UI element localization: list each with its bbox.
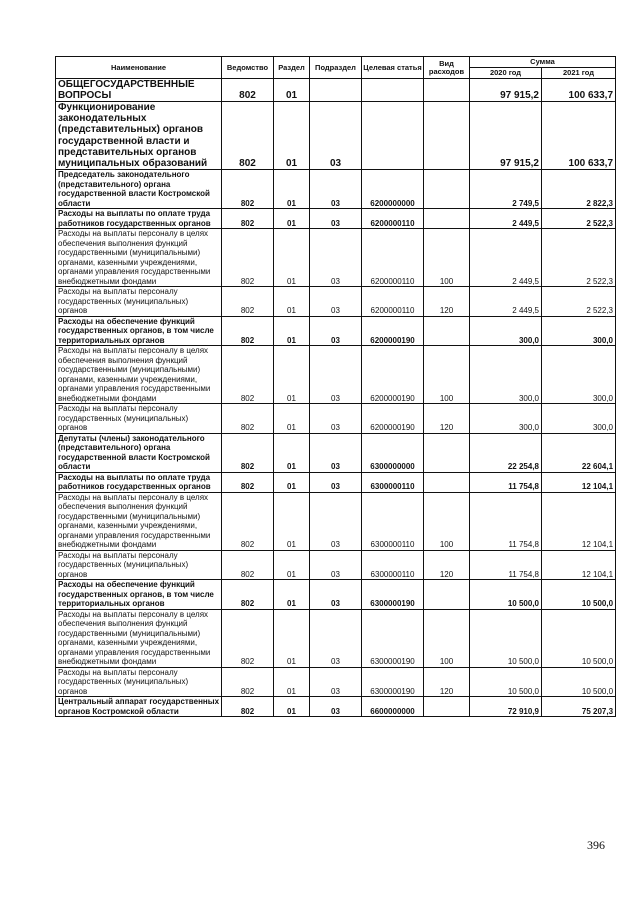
row-dept-cell: 802 [222, 404, 274, 434]
row-target-cell: 6300000110 [362, 550, 424, 580]
header-dept: Ведомство [222, 57, 274, 79]
row-section-cell: 01 [274, 609, 310, 667]
row-2020-cell: 2 749,5 [470, 170, 542, 209]
table-row [56, 550, 616, 580]
row-section-cell: 01 [274, 580, 310, 610]
row-name-cell: Расходы на выплаты персоналу государственных (муниципальных) органов [56, 667, 222, 697]
row-2021-cell: 2 522,3 [542, 229, 616, 287]
table-row [56, 209, 616, 229]
row-2020-cell: 2 449,5 [470, 229, 542, 287]
row-type-cell: 100 [424, 346, 470, 404]
row-dept-cell: 802 [222, 316, 274, 346]
row-section-cell: 01 [274, 316, 310, 346]
row-section-cell: 01 [274, 492, 310, 550]
row-section-cell: 01 [274, 667, 310, 697]
row-subsection-cell: 03 [310, 229, 362, 287]
row-name-cell: Председатель законодательного (представительного) органа государственной власти Костромской области [56, 170, 222, 209]
budget-table [55, 56, 616, 717]
row-section-cell: 01 [274, 697, 310, 717]
row-2020-cell: 300,0 [470, 316, 542, 346]
row-dept-cell: 802 [222, 229, 274, 287]
row-2020-cell: 10 500,0 [470, 609, 542, 667]
row-dept-cell: 802 [222, 209, 274, 229]
row-2020-cell: 2 449,5 [470, 287, 542, 317]
row-name-cell: Расходы на выплаты по оплате труда работников государственных органов [56, 472, 222, 492]
row-2020-cell: 10 500,0 [470, 580, 542, 610]
row-2021-cell: 22 604,1 [542, 433, 616, 472]
table-row [56, 287, 616, 317]
row-name-cell: Расходы на обеспечение функций государственных органов, в том числе территориальных органов [56, 316, 222, 346]
row-type-cell: 120 [424, 287, 470, 317]
row-dept-cell: 802 [222, 102, 274, 170]
row-2021-cell: 100 633,7 [542, 102, 616, 170]
row-dept-cell: 802 [222, 550, 274, 580]
table-body [56, 79, 616, 717]
row-dept-cell: 802 [222, 580, 274, 610]
row-2021-cell: 2 822,3 [542, 170, 616, 209]
page-number: 396 [587, 838, 605, 852]
row-section-cell: 01 [274, 102, 310, 170]
row-type-cell: 120 [424, 667, 470, 697]
row-2021-cell: 12 104,1 [542, 472, 616, 492]
row-type-cell: 100 [424, 229, 470, 287]
row-subsection-cell: 03 [310, 667, 362, 697]
row-2020-cell: 10 500,0 [470, 667, 542, 697]
row-name-cell: Расходы на выплаты персоналу государственных (муниципальных) органов [56, 287, 222, 317]
row-2021-cell: 100 633,7 [542, 79, 616, 102]
row-2020-cell: 300,0 [470, 346, 542, 404]
table-row [56, 316, 616, 346]
row-target-cell: 6200000000 [362, 170, 424, 209]
row-subsection-cell: 03 [310, 697, 362, 717]
row-target-cell: 6300000190 [362, 580, 424, 610]
row-type-cell [424, 79, 470, 102]
row-target-cell [362, 79, 424, 102]
row-type-cell: 120 [424, 550, 470, 580]
row-type-cell: 100 [424, 492, 470, 550]
row-2021-cell: 300,0 [542, 346, 616, 404]
row-target-cell: 6300000000 [362, 433, 424, 472]
row-subsection-cell: 03 [310, 316, 362, 346]
row-subsection-cell: 03 [310, 346, 362, 404]
row-2021-cell: 12 104,1 [542, 550, 616, 580]
row-name-cell: Расходы на выплаты персоналу в целях обеспечения выполнения функций государственными (муниципальными) органами, казенными учреждениями, органами управления государственными внебюджетными фондами [56, 229, 222, 287]
row-2020-cell: 97 915,2 [470, 79, 542, 102]
header-sum: Сумма [470, 57, 616, 68]
row-type-cell [424, 209, 470, 229]
row-target-cell: 6200000110 [362, 209, 424, 229]
row-2020-cell: 11 754,8 [470, 492, 542, 550]
table-row [56, 433, 616, 472]
row-subsection-cell: 03 [310, 404, 362, 434]
row-dept-cell: 802 [222, 79, 274, 102]
row-dept-cell: 802 [222, 492, 274, 550]
row-type-cell [424, 316, 470, 346]
row-target-cell: 6200000110 [362, 229, 424, 287]
row-name-cell: Расходы на обеспечение функций государственных органов, в том числе территориальных органов [56, 580, 222, 610]
row-2020-cell: 72 910,9 [470, 697, 542, 717]
row-2021-cell: 2 522,3 [542, 209, 616, 229]
row-subsection-cell: 03 [310, 550, 362, 580]
row-2020-cell: 97 915,2 [470, 102, 542, 170]
header-type: Вид расходов [424, 57, 470, 79]
row-name-cell: Функционирование законодательных (представительных) органов государственной власти и представительных органов муниципальных образований [56, 102, 222, 170]
row-name-cell: ОБЩЕГОСУДАРСТВЕННЫЕ ВОПРОСЫ [56, 79, 222, 102]
header-section: Раздел [274, 57, 310, 79]
row-section-cell: 01 [274, 472, 310, 492]
table-row [56, 492, 616, 550]
row-name-cell: Центральный аппарат государственных органов Костромской области [56, 697, 222, 717]
row-2021-cell: 12 104,1 [542, 492, 616, 550]
header-name: Наименование [56, 57, 222, 79]
row-type-cell: 100 [424, 609, 470, 667]
row-type-cell: 120 [424, 404, 470, 434]
table-row [56, 229, 616, 287]
row-target-cell: 6200000190 [362, 346, 424, 404]
header-target: Целевая статья [362, 57, 424, 79]
row-subsection-cell: 03 [310, 492, 362, 550]
table-header [56, 57, 616, 79]
row-dept-cell: 802 [222, 609, 274, 667]
row-type-cell [424, 697, 470, 717]
row-name-cell: Расходы на выплаты персоналу в целях обеспечения выполнения функций государственными (муниципальными) органами, казенными учреждениями, органами управления государственными внебюджетными фондами [56, 609, 222, 667]
row-2021-cell: 300,0 [542, 316, 616, 346]
table-row [56, 472, 616, 492]
row-name-cell: Расходы на выплаты персоналу в целях обеспечения выполнения функций государственными (муниципальными) органами, казенными учреждениями, органами управления государственными внебюджетными фондами [56, 492, 222, 550]
row-subsection-cell: 03 [310, 580, 362, 610]
row-2020-cell: 300,0 [470, 404, 542, 434]
table-row [56, 170, 616, 209]
row-target-cell: 6200000110 [362, 287, 424, 317]
row-2021-cell: 300,0 [542, 404, 616, 434]
row-dept-cell: 802 [222, 472, 274, 492]
row-subsection-cell: 03 [310, 209, 362, 229]
row-subsection-cell: 03 [310, 472, 362, 492]
row-target-cell [362, 102, 424, 170]
row-section-cell: 01 [274, 287, 310, 317]
row-dept-cell: 802 [222, 346, 274, 404]
table-row [56, 697, 616, 717]
row-2021-cell: 10 500,0 [542, 580, 616, 610]
row-section-cell: 01 [274, 404, 310, 434]
row-2021-cell: 10 500,0 [542, 609, 616, 667]
row-2021-cell: 2 522,3 [542, 287, 616, 317]
row-target-cell: 6300000110 [362, 492, 424, 550]
header-2020: 2020 год [470, 68, 542, 79]
row-section-cell: 01 [274, 550, 310, 580]
table-row [56, 346, 616, 404]
header-2021: 2021 год [542, 68, 616, 79]
row-type-cell [424, 580, 470, 610]
row-target-cell: 6300000110 [362, 472, 424, 492]
row-type-cell [424, 102, 470, 170]
row-2020-cell: 22 254,8 [470, 433, 542, 472]
row-section-cell: 01 [274, 229, 310, 287]
row-name-cell: Расходы на выплаты персоналу государственных (муниципальных) органов [56, 404, 222, 434]
row-target-cell: 6300000190 [362, 667, 424, 697]
row-name-cell: Расходы на выплаты по оплате труда работников государственных органов [56, 209, 222, 229]
row-type-cell [424, 472, 470, 492]
row-2020-cell: 2 449,5 [470, 209, 542, 229]
table-row [56, 580, 616, 610]
row-subsection-cell: 03 [310, 287, 362, 317]
row-name-cell: Депутаты (члены) законодательного (представительного) органа государственной власти Костромской области [56, 433, 222, 472]
row-target-cell: 6300000190 [362, 609, 424, 667]
table-row [56, 609, 616, 667]
row-target-cell: 6600000000 [362, 697, 424, 717]
row-section-cell: 01 [274, 170, 310, 209]
row-subsection-cell: 03 [310, 102, 362, 170]
row-2021-cell: 10 500,0 [542, 667, 616, 697]
row-dept-cell: 802 [222, 287, 274, 317]
row-target-cell: 6200000190 [362, 316, 424, 346]
row-2020-cell: 11 754,8 [470, 550, 542, 580]
table-row [56, 667, 616, 697]
row-type-cell [424, 170, 470, 209]
table-row [56, 102, 616, 170]
row-target-cell: 6200000190 [362, 404, 424, 434]
row-name-cell: Расходы на выплаты персоналу в целях обеспечения выполнения функций государственными (муниципальными) органами, казенными учреждениями, органами управления государственными внебюджетными фондами [56, 346, 222, 404]
header-subsection: Подраздел [310, 57, 362, 79]
row-subsection-cell [310, 79, 362, 102]
row-dept-cell: 802 [222, 170, 274, 209]
row-type-cell [424, 433, 470, 472]
row-section-cell: 01 [274, 346, 310, 404]
row-section-cell: 01 [274, 79, 310, 102]
table-row [56, 404, 616, 434]
row-section-cell: 01 [274, 209, 310, 229]
row-dept-cell: 802 [222, 697, 274, 717]
row-dept-cell: 802 [222, 433, 274, 472]
row-subsection-cell: 03 [310, 433, 362, 472]
row-dept-cell: 802 [222, 667, 274, 697]
row-subsection-cell: 03 [310, 609, 362, 667]
table-row [56, 79, 616, 102]
row-2020-cell: 11 754,8 [470, 472, 542, 492]
row-2021-cell: 75 207,3 [542, 697, 616, 717]
row-section-cell: 01 [274, 433, 310, 472]
row-subsection-cell: 03 [310, 170, 362, 209]
row-name-cell: Расходы на выплаты персоналу государственных (муниципальных) органов [56, 550, 222, 580]
